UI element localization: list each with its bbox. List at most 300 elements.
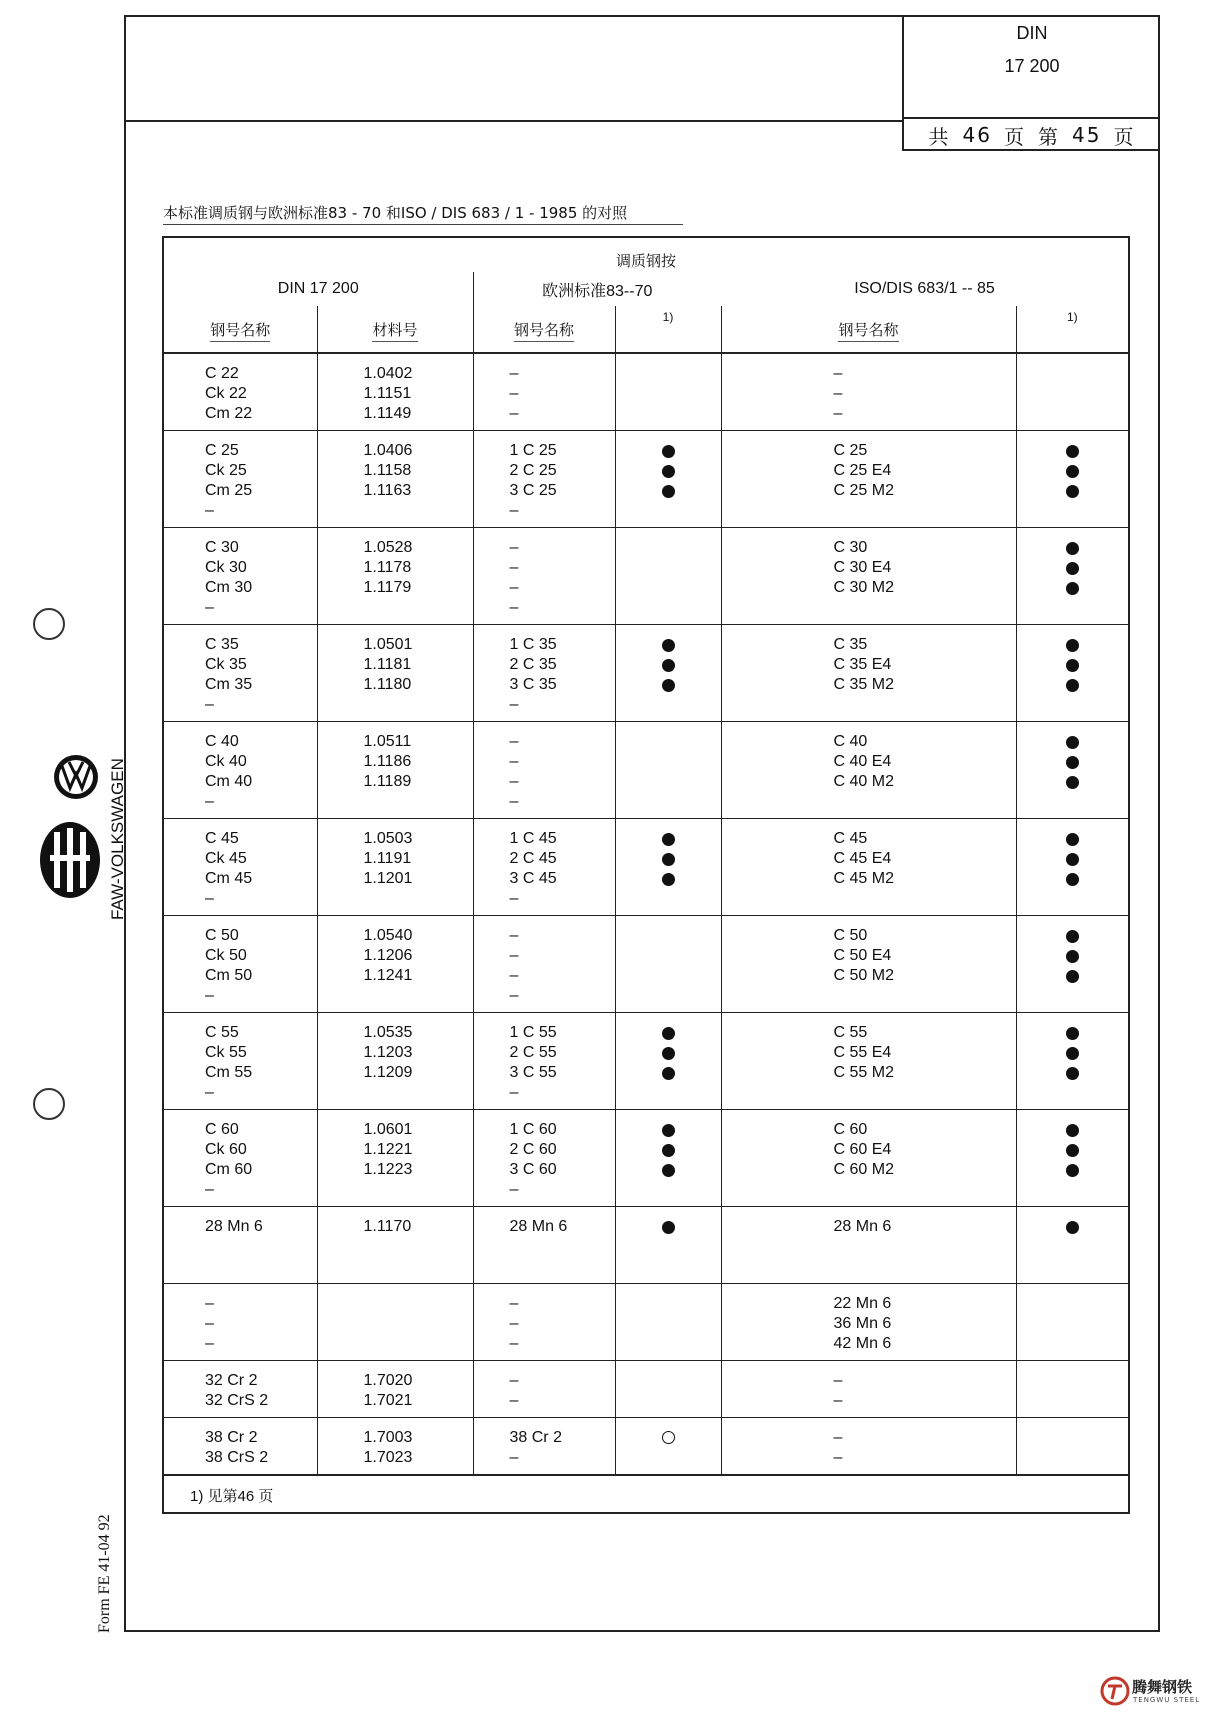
mark-line [616, 461, 721, 481]
eu-grade: 3 C 35 [509, 676, 557, 693]
din-grade: C 30 [205, 539, 239, 556]
iso-grade: C 35 M2 [833, 676, 894, 693]
eu-grade-cell [473, 819, 615, 916]
mark-line [1017, 1217, 1129, 1237]
material-number: 1.1209 [363, 1064, 413, 1081]
mark-line [1017, 675, 1129, 695]
filled-dot-icon [662, 1164, 675, 1177]
eu-grade-cell [473, 1110, 615, 1207]
eu-grade: 3 C 25 [509, 482, 557, 499]
page-info-total-suffix: 页 [1004, 124, 1026, 149]
eu-grade-cell [473, 353, 615, 431]
material-number: 1.0601 [363, 1121, 413, 1138]
mark-line [1017, 946, 1129, 966]
filled-dot-icon [1066, 582, 1079, 595]
form-code: Form FE 41-04 92 [96, 1514, 113, 1633]
mark-line [1017, 1043, 1129, 1063]
eu-grade: – [509, 753, 519, 770]
material-number: 1.7021 [363, 1392, 413, 1409]
eu-grade: – [509, 1181, 519, 1198]
filled-dot-icon [662, 465, 675, 478]
din-grade: 38 CrS 2 [205, 1449, 269, 1466]
din-grade: 32 Cr 2 [205, 1372, 258, 1389]
din-grade: Cm 35 [205, 676, 253, 693]
mark-line [1017, 732, 1129, 752]
din-grade-cell [163, 916, 317, 1013]
iso-grade: C 40 [833, 733, 868, 750]
eu-grade: – [509, 502, 519, 519]
eu-grade-cell [473, 528, 615, 625]
iso-mark-cell [1016, 1207, 1129, 1284]
mark-line [616, 1043, 721, 1063]
material-number: 1.0535 [363, 1024, 413, 1041]
iso-mark-cell [1016, 722, 1129, 819]
header-iso: ISO/DIS 683/1 -- 85 [854, 280, 995, 297]
eu-grade-cell [473, 431, 615, 528]
iso-grade-cell [721, 431, 1016, 528]
material-number: 1.1186 [363, 753, 412, 770]
din-grade: 32 CrS 2 [205, 1392, 269, 1409]
iso-mark-cell [1016, 625, 1129, 722]
filled-dot-icon [1066, 970, 1079, 983]
din-grade: C 25 [205, 442, 239, 459]
eu-grade: – [509, 947, 519, 964]
filled-dot-icon [662, 1067, 675, 1080]
filled-dot-icon [1066, 1124, 1079, 1137]
table-row [163, 1418, 1129, 1476]
table-row [163, 353, 1129, 431]
filled-dot-icon [1066, 853, 1079, 866]
page-info [904, 117, 1160, 151]
material-number: 1.1189 [363, 773, 412, 790]
table-row [163, 625, 1129, 722]
filled-dot-icon [662, 853, 675, 866]
filled-dot-icon [1066, 930, 1079, 943]
material-number-cell [317, 528, 473, 625]
eu-grade: 1 C 55 [509, 1024, 557, 1041]
mark-line [616, 481, 721, 501]
page-info-current: 45 [1072, 123, 1102, 147]
table-row [163, 722, 1129, 819]
iso-mark-cell [1016, 353, 1129, 431]
iso-grade: – [833, 405, 843, 422]
din-grade: C 50 [205, 927, 239, 944]
eu-mark-cell [615, 431, 721, 528]
filled-dot-icon [1066, 465, 1079, 478]
mark-line [1017, 849, 1129, 869]
iso-mark-cell [1016, 431, 1129, 528]
eu-grade: 28 Mn 6 [509, 1218, 568, 1235]
iso-grade-cell [721, 625, 1016, 722]
iso-grade-cell [721, 1361, 1016, 1418]
tengwu-logo-icon [1100, 1676, 1130, 1706]
filled-dot-icon [1066, 659, 1079, 672]
din-grade: C 60 [205, 1121, 239, 1138]
mark-line [1017, 558, 1129, 578]
mark-line [616, 829, 721, 849]
material-number: 1.1158 [363, 462, 412, 479]
eu-grade: – [509, 696, 519, 713]
table-row [163, 431, 1129, 528]
eu-mark-cell [615, 625, 721, 722]
table-row [163, 1361, 1129, 1418]
material-number: 1.7023 [363, 1449, 413, 1466]
iso-grade: C 25 [833, 442, 868, 459]
din-grade: C 55 [205, 1024, 239, 1041]
table-main-header: 调质钢按 [616, 253, 677, 270]
material-number: 1.1206 [363, 947, 413, 964]
filled-dot-icon [1066, 1164, 1079, 1177]
din-grade: Ck 60 [205, 1141, 247, 1158]
table-caption-underline [163, 224, 683, 225]
table-row [163, 916, 1129, 1013]
eu-grade: 3 C 45 [509, 870, 557, 887]
eu-grade: – [509, 1335, 519, 1352]
watermark-text: 腾舞钢铁 [1132, 1678, 1193, 1696]
din-grade: Ck 55 [205, 1044, 247, 1061]
iso-grade: C 40 M2 [833, 773, 894, 790]
eu-mark-cell [615, 916, 721, 1013]
material-number: 1.0501 [363, 636, 413, 653]
punch-hole-icon [33, 1088, 65, 1120]
filled-dot-icon [1066, 445, 1079, 458]
din-grade: Cm 30 [205, 579, 253, 596]
iso-mark-cell [1016, 1110, 1129, 1207]
header-euronorm: 欧洲标准83--70 [473, 272, 721, 306]
iso-grade: C 45 M2 [833, 870, 894, 887]
iso-grade: – [833, 365, 843, 382]
iso-grade: C 60 E4 [833, 1141, 892, 1158]
table-row [163, 819, 1129, 916]
mark-line [1017, 538, 1129, 558]
din-grade: Cm 45 [205, 870, 253, 887]
eu-grade: – [509, 1449, 519, 1466]
eu-mark-cell [615, 1418, 721, 1476]
din-grade-cell [163, 528, 317, 625]
table-row [163, 1013, 1129, 1110]
din-grade: – [205, 890, 214, 907]
material-number: 1.7020 [363, 1372, 413, 1389]
table-row [163, 1207, 1129, 1284]
col-material-number: 材料号 [317, 306, 473, 353]
mark-line [1017, 829, 1129, 849]
filled-dot-icon [662, 485, 675, 498]
filled-dot-icon [662, 1047, 675, 1060]
filled-dot-icon [1066, 776, 1079, 789]
din-grade: – [205, 1295, 214, 1312]
mark-line [616, 635, 721, 655]
material-number: 1.1181 [363, 656, 412, 673]
material-number: 1.1149 [363, 405, 412, 422]
eu-grade: 3 C 55 [509, 1064, 557, 1081]
din-grade [205, 1237, 317, 1257]
watermark-subtext: TENGWU STEEL [1133, 1696, 1201, 1704]
iso-grade: – [833, 1392, 843, 1409]
din-grade: Ck 35 [205, 656, 247, 673]
iso-grade: C 35 [833, 636, 868, 653]
eu-grade: – [509, 987, 519, 1004]
mark-line [1017, 869, 1129, 889]
mark-line [1017, 635, 1129, 655]
eu-mark-cell [615, 722, 721, 819]
material-number-cell [317, 1284, 473, 1361]
din-grade: – [205, 1084, 214, 1101]
iso-mark-cell [1016, 1013, 1129, 1110]
mark-line [1017, 772, 1129, 792]
eu-grade: 1 C 45 [509, 830, 557, 847]
iso-grade: C 35 E4 [833, 656, 892, 673]
material-number-cell [317, 1418, 473, 1476]
din-grade: – [205, 1335, 214, 1352]
iso-grade: C 55 [833, 1024, 868, 1041]
eu-mark-cell [615, 1013, 721, 1110]
col-din-grade: 钢号名称 [163, 306, 317, 353]
din-grade: Ck 45 [205, 850, 247, 867]
page-info-current-prefix: 第 [1038, 124, 1060, 149]
din-grade-cell [163, 1207, 317, 1284]
eu-grade: – [509, 405, 519, 422]
iso-grade: C 55 M2 [833, 1064, 894, 1081]
iso-grade: C 45 E4 [833, 850, 892, 867]
material-number: 1.1179 [363, 579, 412, 596]
material-number: 1.1178 [363, 559, 412, 576]
iso-grade: C 50 E4 [833, 947, 892, 964]
din-grade: Ck 50 [205, 947, 247, 964]
eu-grade: – [509, 1295, 519, 1312]
din-grade-cell [163, 353, 317, 431]
iso-mark-cell [1016, 819, 1129, 916]
din-grade: – [205, 987, 214, 1004]
mark-line [1017, 752, 1129, 772]
iso-grade-cell [721, 1013, 1016, 1110]
mark-line [616, 1023, 721, 1043]
iso-mark-cell [1016, 1418, 1129, 1476]
filled-dot-icon [1066, 950, 1079, 963]
watermark [1100, 1672, 1210, 1712]
mark-line [616, 1120, 721, 1140]
material-number: 1.0528 [363, 539, 413, 556]
filled-dot-icon [662, 659, 675, 672]
filled-dot-icon [662, 873, 675, 886]
header-din-17200: DIN 17 200 [277, 280, 359, 297]
page-info-total-prefix: 共 [928, 124, 951, 149]
iso-grade-cell [721, 819, 1016, 916]
filled-dot-icon [662, 1124, 675, 1137]
filled-dot-icon [1066, 756, 1079, 769]
material-number: 1.1241 [363, 967, 413, 984]
filled-dot-icon [1066, 1144, 1079, 1157]
iso-grade: – [833, 385, 843, 402]
iso-grade: – [833, 1372, 843, 1389]
material-number: 1.1180 [363, 676, 412, 693]
table-row [163, 1284, 1129, 1361]
eu-grade: – [509, 1315, 519, 1332]
iso-grade-cell [721, 1418, 1016, 1476]
eu-grade: – [509, 579, 519, 596]
iso-grade: C 50 [833, 927, 868, 944]
eu-grade: – [509, 1392, 519, 1409]
din-grade-cell [163, 1110, 317, 1207]
din-label: DIN [1016, 23, 1048, 43]
table-footnote: 1) 见第46 页 [163, 1475, 1129, 1513]
iso-grade: C 60 [833, 1121, 868, 1138]
col-iso-grade: 钢号名称 [721, 306, 1016, 353]
table-row [163, 528, 1129, 625]
iso-grade-cell [721, 528, 1016, 625]
mark-line [616, 849, 721, 869]
mark-line [616, 1217, 721, 1237]
iso-grade-cell [721, 1110, 1016, 1207]
din-grade-cell [163, 1013, 317, 1110]
din-grade-cell [163, 722, 317, 819]
eu-grade: – [509, 890, 519, 907]
material-number: 1.1201 [363, 870, 413, 887]
material-number: 1.1151 [363, 385, 412, 402]
mark-line [1017, 926, 1129, 946]
eu-grade: 2 C 35 [509, 656, 557, 673]
iso-grade: – [833, 1429, 843, 1446]
material-number-cell [317, 431, 473, 528]
iso-grade: C 25 M2 [833, 482, 894, 499]
mark-line [616, 675, 721, 695]
material-number: 1.0402 [363, 365, 413, 382]
din-grade: Cm 40 [205, 773, 253, 790]
mark-line [616, 1428, 721, 1448]
faw-logo-icon [40, 822, 100, 898]
iso-grade: C 45 [833, 830, 868, 847]
material-number: 1.1191 [363, 850, 412, 867]
mark-line [1017, 655, 1129, 675]
iso-grade: C 30 M2 [833, 579, 894, 596]
material-number-cell [317, 1110, 473, 1207]
eu-grade: – [509, 385, 519, 402]
mark-line [1017, 1160, 1129, 1180]
filled-dot-icon [1066, 485, 1079, 498]
eu-grade-cell [473, 916, 615, 1013]
material-number-cell [317, 1207, 473, 1284]
eu-grade: – [509, 1084, 519, 1101]
mark-line [616, 1140, 721, 1160]
iso-grade: C 30 [833, 539, 868, 556]
din-grade: Cm 22 [205, 405, 253, 422]
mark-line [1017, 966, 1129, 986]
filled-dot-icon [662, 1221, 675, 1234]
din-grade-cell [163, 1284, 317, 1361]
iso-grade: C 30 E4 [833, 559, 892, 576]
din-grade-cell [163, 625, 317, 722]
material-number-cell [317, 819, 473, 916]
iso-mark-cell [1016, 528, 1129, 625]
mark-line [1017, 1140, 1129, 1160]
mark-line [1017, 1023, 1129, 1043]
din-grade: Ck 40 [205, 753, 247, 770]
din-grade-cell [163, 1418, 317, 1476]
iso-grade: C 50 M2 [833, 967, 894, 984]
filled-dot-icon [662, 639, 675, 652]
comparison-table [162, 236, 1130, 1514]
din-grade: 28 Mn 6 [205, 1218, 263, 1235]
mark-line [616, 655, 721, 675]
eu-grade: – [509, 927, 519, 944]
col-iso-footnote: 1) [1016, 306, 1129, 353]
eu-grade: – [509, 365, 519, 382]
filled-dot-icon [1066, 873, 1079, 886]
iso-mark-cell [1016, 1284, 1129, 1361]
material-number-cell [317, 916, 473, 1013]
filled-dot-icon [662, 1027, 675, 1040]
din-grade: Cm 25 [205, 482, 253, 499]
iso-grade: 28 Mn 6 [833, 1218, 892, 1235]
mark-line [1017, 461, 1129, 481]
eu-grade: 1 C 25 [509, 442, 557, 459]
eu-grade: – [509, 599, 519, 616]
eu-grade: 3 C 60 [509, 1161, 557, 1178]
material-number: 1.1170 [363, 1218, 412, 1235]
filled-dot-icon [1066, 1047, 1079, 1060]
material-number-cell [317, 1361, 473, 1418]
material-number: 1.7003 [363, 1429, 413, 1446]
eu-grade: – [509, 793, 519, 810]
eu-grade: 38 Cr 2 [509, 1429, 562, 1446]
eu-grade-cell [473, 1361, 615, 1418]
eu-grade-cell [473, 722, 615, 819]
iso-grade: C 40 E4 [833, 753, 892, 770]
filled-dot-icon [1066, 833, 1079, 846]
iso-grade: C 25 E4 [833, 462, 892, 479]
filled-dot-icon [662, 1144, 675, 1157]
eu-grade: – [509, 539, 519, 556]
eu-grade: – [509, 773, 519, 790]
eu-grade: 1 C 35 [509, 636, 557, 653]
filled-dot-icon [662, 445, 675, 458]
filled-dot-icon [1066, 562, 1079, 575]
vw-logo-icon [36, 750, 116, 920]
eu-mark-cell [615, 1361, 721, 1418]
iso-mark-cell [1016, 1361, 1129, 1418]
filled-dot-icon [1066, 1027, 1079, 1040]
table-caption: 本标准调质钢与欧洲标准83 - 70 和ISO / DIS 683 / 1 - 1985 的对照 [163, 204, 628, 222]
din-grade: – [205, 502, 214, 519]
iso-grade-cell [721, 1284, 1016, 1361]
mark-line [616, 869, 721, 889]
iso-grade-cell [721, 1207, 1016, 1284]
table-row [163, 1110, 1129, 1207]
material-number-cell [317, 353, 473, 431]
din-grade [205, 1257, 317, 1277]
iso-grade-cell [721, 916, 1016, 1013]
filled-dot-icon [1066, 639, 1079, 652]
material-number: 1.0406 [363, 442, 413, 459]
mark-line [1017, 441, 1129, 461]
din-grade: Ck 25 [205, 462, 247, 479]
eu-grade-cell [473, 1284, 615, 1361]
material-number: 1.0503 [363, 830, 413, 847]
col-eu-footnote: 1) [615, 306, 721, 353]
eu-grade: 1 C 60 [509, 1121, 557, 1138]
eu-mark-cell [615, 819, 721, 916]
din-grade: Ck 30 [205, 559, 247, 576]
din-grade-cell [163, 819, 317, 916]
din-grade-cell [163, 1361, 317, 1418]
filled-dot-icon [1066, 1067, 1079, 1080]
eu-grade-cell [473, 1418, 615, 1476]
din-grade: Cm 60 [205, 1161, 253, 1178]
din-grade: C 35 [205, 636, 239, 653]
col-eu-grade: 钢号名称 [473, 306, 615, 353]
din-grade: Cm 55 [205, 1064, 253, 1081]
faw-vw-logo [36, 750, 116, 920]
eu-grade: 2 C 55 [509, 1044, 557, 1061]
